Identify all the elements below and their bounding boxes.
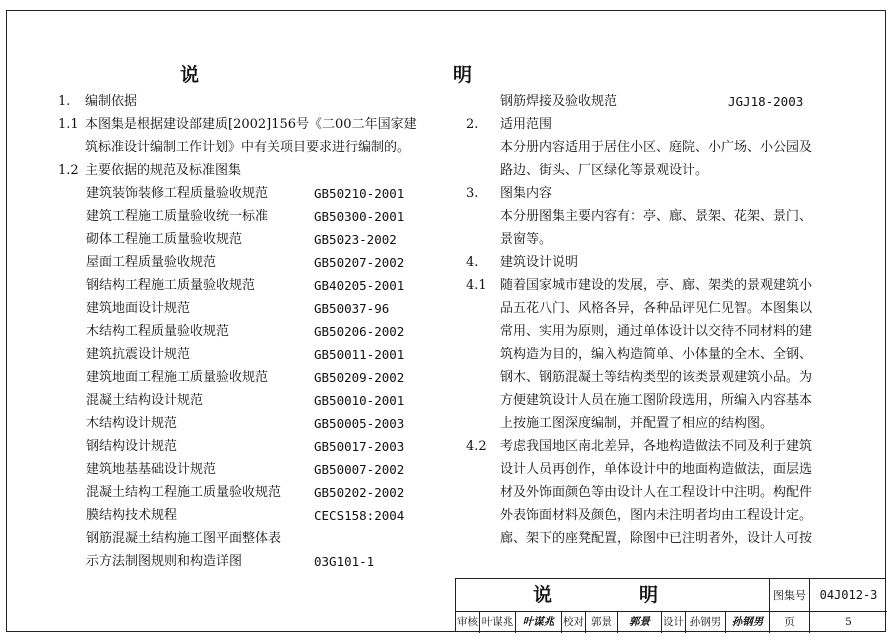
title-block-title: 说 明 bbox=[456, 579, 770, 612]
standard-code: GB50207-2002 bbox=[314, 255, 405, 270]
standard-name: 木结构设计规范 bbox=[86, 416, 178, 431]
atlas-number-label: 图集号 bbox=[770, 579, 810, 612]
standard-row-multiline-2 bbox=[58, 550, 438, 573]
paragraph-text: 钢木、钢筋混凝土等结构类型的该类景观建筑小品。为 bbox=[500, 370, 813, 385]
reviewer-name: 叶谋兆 bbox=[480, 612, 516, 633]
standard-name: 混凝土结构设计规范 bbox=[86, 393, 204, 408]
standard-name: 钢结构设计规范 bbox=[86, 439, 178, 454]
paragraph-line bbox=[466, 136, 846, 159]
section-3-heading bbox=[466, 182, 846, 205]
section-title: 适用范围 bbox=[500, 117, 553, 132]
paragraph-text: 设计人员再创作，单体设计中的地面构造做法，面层选 bbox=[500, 462, 813, 477]
paragraph-text: 材及外饰面颜色等由设计人在工程设计中注明。构配件 bbox=[500, 485, 813, 500]
paragraph-text: 随着国家城市建设的发展，亭、廊、架类的景观建筑小 bbox=[500, 278, 813, 293]
section-title: 主要依据的规范及标准图集 bbox=[85, 163, 242, 178]
design-label: 设计 bbox=[662, 612, 686, 633]
standard-name: 建筑地面工程施工质量验收规范 bbox=[86, 370, 269, 385]
standard-code: GB50210-2001 bbox=[314, 186, 405, 201]
standard-row bbox=[58, 481, 438, 504]
standard-name: 建筑工程施工质量验收统一标准 bbox=[86, 209, 269, 224]
page-number: 5 bbox=[845, 616, 852, 628]
standard-row bbox=[58, 297, 438, 320]
section-number: 3. bbox=[466, 186, 479, 201]
standard-code: GB5023-2002 bbox=[314, 232, 397, 247]
section-number: 2. bbox=[466, 117, 479, 132]
section-1-heading bbox=[58, 90, 438, 113]
paragraph-line bbox=[466, 481, 846, 504]
standard-row bbox=[58, 228, 438, 251]
paragraph-line bbox=[466, 205, 846, 228]
standard-code: CECS158:2004 bbox=[314, 508, 405, 523]
standard-code: GB50206-2002 bbox=[314, 324, 405, 339]
paragraph-text: 外表饰面材料及颜色，图内未注明者均由工程设计定。 bbox=[500, 508, 813, 523]
paragraph-text: 本分册图集主要内容有：亭、廊、景架、花架、景门、 bbox=[500, 209, 813, 224]
standard-name: 建筑地基基础设计规范 bbox=[86, 462, 217, 477]
section-number: 4.2 bbox=[466, 439, 487, 454]
paragraph-text: 筑构造为目的，编入构造简单、小体量的全木、全钢、 bbox=[500, 347, 813, 362]
standard-name: 示方法制图规则和构造详图 bbox=[86, 554, 243, 569]
standard-code: GB50202-2002 bbox=[314, 485, 405, 500]
standard-row bbox=[58, 320, 438, 343]
paragraph-line bbox=[466, 274, 846, 297]
standard-row bbox=[58, 389, 438, 412]
section-1-1-line2 bbox=[58, 136, 438, 159]
paragraph-text: 考虑我国地区南北差异，各地构造做法不同及利于建筑 bbox=[500, 439, 813, 454]
section-2-heading bbox=[466, 113, 846, 136]
paragraph-line bbox=[466, 458, 846, 481]
paragraph-line bbox=[466, 389, 846, 412]
paragraph-text: 方便建筑设计人员在施工图阶段选用，所编入内容基本 bbox=[500, 393, 813, 408]
section-4-2 bbox=[466, 435, 846, 550]
page-title: 说 明 bbox=[180, 64, 545, 86]
standard-row bbox=[58, 366, 438, 389]
paragraph-text: 筑标准设计编制工作计划》中有关项目要求进行编制的。 bbox=[85, 140, 411, 155]
paragraph-line bbox=[466, 412, 846, 435]
standard-code: GB50010-2001 bbox=[314, 393, 405, 408]
paragraph-line bbox=[466, 228, 846, 251]
standards-list bbox=[58, 182, 438, 527]
standard-code: GB50300-2001 bbox=[314, 209, 405, 224]
standard-name: 膜结构技术规程 bbox=[86, 508, 178, 523]
paragraph-text: 常用、实用为原则，通过单体设计以交待不同材料的建 bbox=[500, 324, 813, 339]
paragraph-line bbox=[466, 527, 846, 550]
standard-row bbox=[58, 458, 438, 481]
paragraph-line bbox=[466, 297, 846, 320]
designer-signature: 孙钢男 bbox=[726, 612, 770, 633]
review-label: 审核 bbox=[456, 612, 480, 633]
check-label: 校对 bbox=[562, 612, 586, 633]
standard-code: 03G101-1 bbox=[314, 554, 375, 569]
page-label: 页 bbox=[770, 612, 810, 633]
section-number: 1. bbox=[58, 94, 71, 109]
paragraph-line bbox=[466, 504, 846, 527]
standard-row bbox=[58, 435, 438, 458]
standard-code: GB50011-2001 bbox=[314, 347, 405, 362]
standard-name: 木结构工程质量验收规范 bbox=[86, 324, 230, 339]
left-column bbox=[58, 90, 438, 573]
reviewer-signature: 叶谋兆 bbox=[516, 612, 562, 633]
standard-code: JGJ18-2003 bbox=[728, 94, 804, 109]
paragraph-text: 廊、架下的座凳配置，除图中已注明者外，设计人可按 bbox=[500, 531, 813, 546]
standard-row bbox=[58, 504, 438, 527]
standard-row bbox=[58, 205, 438, 228]
standard-name: 砌体工程施工质量验收规范 bbox=[86, 232, 243, 247]
right-column bbox=[466, 90, 846, 550]
standard-row bbox=[58, 182, 438, 205]
section-1-2-heading bbox=[58, 159, 438, 182]
paragraph-line bbox=[466, 435, 846, 458]
standard-row bbox=[58, 251, 438, 274]
atlas-number: 04J012-3 bbox=[810, 579, 887, 612]
standard-name: 钢筋混凝土结构施工图平面整体表 bbox=[86, 531, 282, 546]
standard-name: 建筑地面设计规范 bbox=[86, 301, 191, 316]
standard-row-multiline bbox=[58, 527, 438, 550]
standard-name: 混凝土结构工程施工质量验收规范 bbox=[86, 485, 282, 500]
paragraph-text: 路边、街头、厂区绿化等景观设计。 bbox=[500, 163, 709, 178]
paragraph-text: 本分册内容适用于居住小区、庭院、小广场、小公园及 bbox=[500, 140, 813, 155]
standard-code: GB50209-2002 bbox=[314, 370, 405, 385]
paragraph-line bbox=[466, 159, 846, 182]
paragraph-text: 品五花八门、风格各异，各种品评见仁见智。本图集以 bbox=[500, 301, 813, 316]
standard-name: 钢结构工程施工质量验收规范 bbox=[86, 278, 256, 293]
section-title: 建筑设计说明 bbox=[500, 255, 579, 270]
standard-row bbox=[58, 412, 438, 435]
paragraph-line bbox=[466, 343, 846, 366]
checker-name: 郭景 bbox=[586, 612, 618, 633]
standard-code: GB50007-2002 bbox=[314, 462, 405, 477]
section-number: 4. bbox=[466, 255, 479, 270]
standard-code: GB50017-2003 bbox=[314, 439, 405, 454]
section-number: 1.2 bbox=[58, 163, 79, 178]
section-number: 4.1 bbox=[466, 278, 487, 293]
section-4-heading bbox=[466, 251, 846, 274]
paragraph-line bbox=[466, 320, 846, 343]
paragraph-text: 上按施工图深度编制，并配置了相应的结构图。 bbox=[500, 416, 774, 431]
section-number: 1.1 bbox=[58, 117, 79, 132]
designer-name: 孙钢男 bbox=[686, 612, 726, 633]
signature-row bbox=[456, 612, 887, 633]
paragraph-text: 本图集是根据建设部建质[2002]156号《二00二年国家建 bbox=[85, 117, 417, 132]
standard-row bbox=[58, 274, 438, 297]
standard-row bbox=[58, 343, 438, 366]
section-4-1 bbox=[466, 274, 846, 435]
standard-name: 屋面工程质量验收规范 bbox=[86, 255, 217, 270]
section-1-1-line1 bbox=[58, 113, 438, 136]
paragraph-text: 景窗等。 bbox=[500, 232, 553, 247]
paragraph-line bbox=[466, 366, 846, 389]
checker-signature: 郭景 bbox=[618, 612, 662, 633]
standard-code: GB40205-2001 bbox=[314, 278, 405, 293]
title-block bbox=[455, 578, 886, 632]
standard-row-weld bbox=[466, 90, 846, 113]
standard-name: 钢筋焊接及验收规范 bbox=[500, 94, 618, 109]
section-title: 图集内容 bbox=[500, 186, 553, 201]
standard-code: GB50037-96 bbox=[314, 301, 390, 316]
standard-name: 建筑装饰装修工程质量验收规范 bbox=[86, 186, 269, 201]
standard-code: GB50005-2003 bbox=[314, 416, 405, 431]
section-title: 编制依据 bbox=[85, 94, 138, 109]
standard-name: 建筑抗震设计规范 bbox=[86, 347, 191, 362]
